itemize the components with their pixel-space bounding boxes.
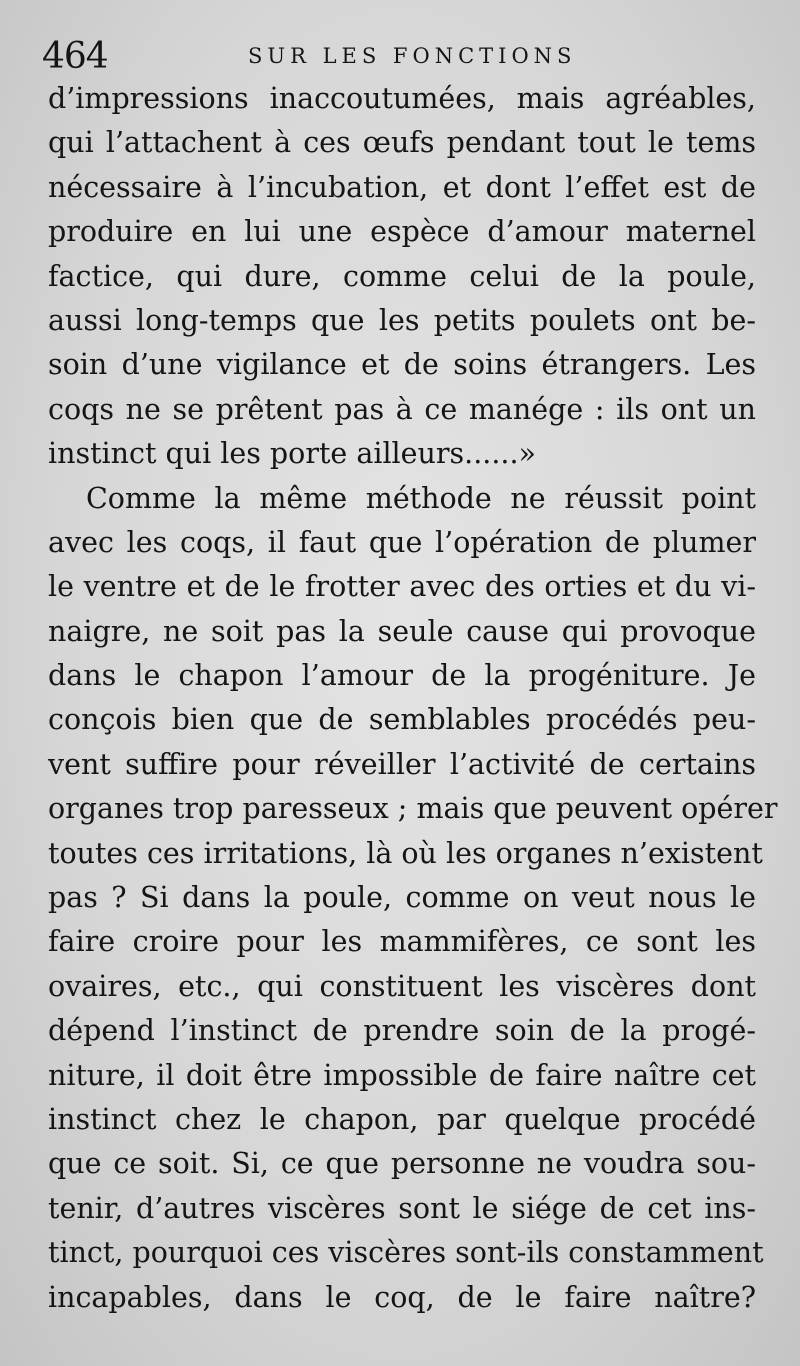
body-text	[48, 77, 778, 1320]
text-line: niture, il doit être impossible de faire naître cet	[48, 1058, 756, 1092]
text-line: d’impressions inaccoutumées, mais agréables,	[48, 82, 756, 115]
text-line: que ce soit. Si, ce que personne ne voudra sou-	[48, 1147, 756, 1181]
text-line: avec les coqs, il faut que l’opération de plumer	[48, 525, 756, 559]
text-line: instinct qui les porte ailleurs......»	[48, 437, 536, 471]
text-line: incapables, dans le coq, de le faire naître?	[48, 1280, 756, 1314]
text-line: nécessaire à l’incubation, et dont l’effet est de	[48, 170, 756, 204]
text-line: dans le chapon l’amour de la progéniture. Je	[48, 659, 756, 693]
text-line: aussi long-temps que les petits poulets ont be-	[48, 303, 756, 337]
text-line: ovaires, etc., qui constituent les viscères dont	[48, 969, 756, 1003]
text-line: instinct chez le chapon, par quelque procédé	[48, 1102, 756, 1136]
text-line: conçois bien que de semblables procédés peu-	[48, 703, 756, 737]
text-line: naigre, ne soit pas la seule cause qui provoque	[48, 614, 756, 648]
text-line: faire croire pour les mammifères, ce sont les	[48, 925, 756, 959]
text-line: soin d’une vigilance et de soins étrangers. Les	[48, 348, 756, 382]
text-line: dépend l’instinct de prendre soin de la progé-	[48, 1014, 756, 1048]
running-head: SUR LES FONCTIONS	[248, 44, 577, 68]
text-line: coqs ne se prêtent pas à ce manége : ils ont un	[48, 392, 756, 426]
text-line: Comme la même méthode ne réussit point	[86, 481, 756, 515]
text-line: tinct, pourquoi ces viscères sont-ils constamment	[48, 1236, 764, 1270]
text-line: vent suffire pour réveiller l’activité de certains	[48, 747, 756, 781]
text-line: factice, qui dure, comme celui de la poule,	[48, 259, 756, 293]
text-line: organes trop paresseux ; mais que peuvent opérer	[48, 792, 778, 826]
text-line: toutes ces irritations, là où les organes n’existent	[48, 836, 763, 870]
page-number: 464	[42, 36, 108, 77]
text-line: pas ? Si dans la poule, comme on veut nous le	[48, 881, 756, 915]
text-line: le ventre et de le frotter avec des orties et du vi-	[48, 570, 756, 604]
text-line: tenir, d’autres viscères sont le siége de cet ins-	[48, 1191, 756, 1225]
text-line: qui l’attachent à ces œufs pendant tout le tems	[48, 126, 756, 160]
text-line: produire en lui une espèce d’amour maternel	[48, 215, 756, 249]
